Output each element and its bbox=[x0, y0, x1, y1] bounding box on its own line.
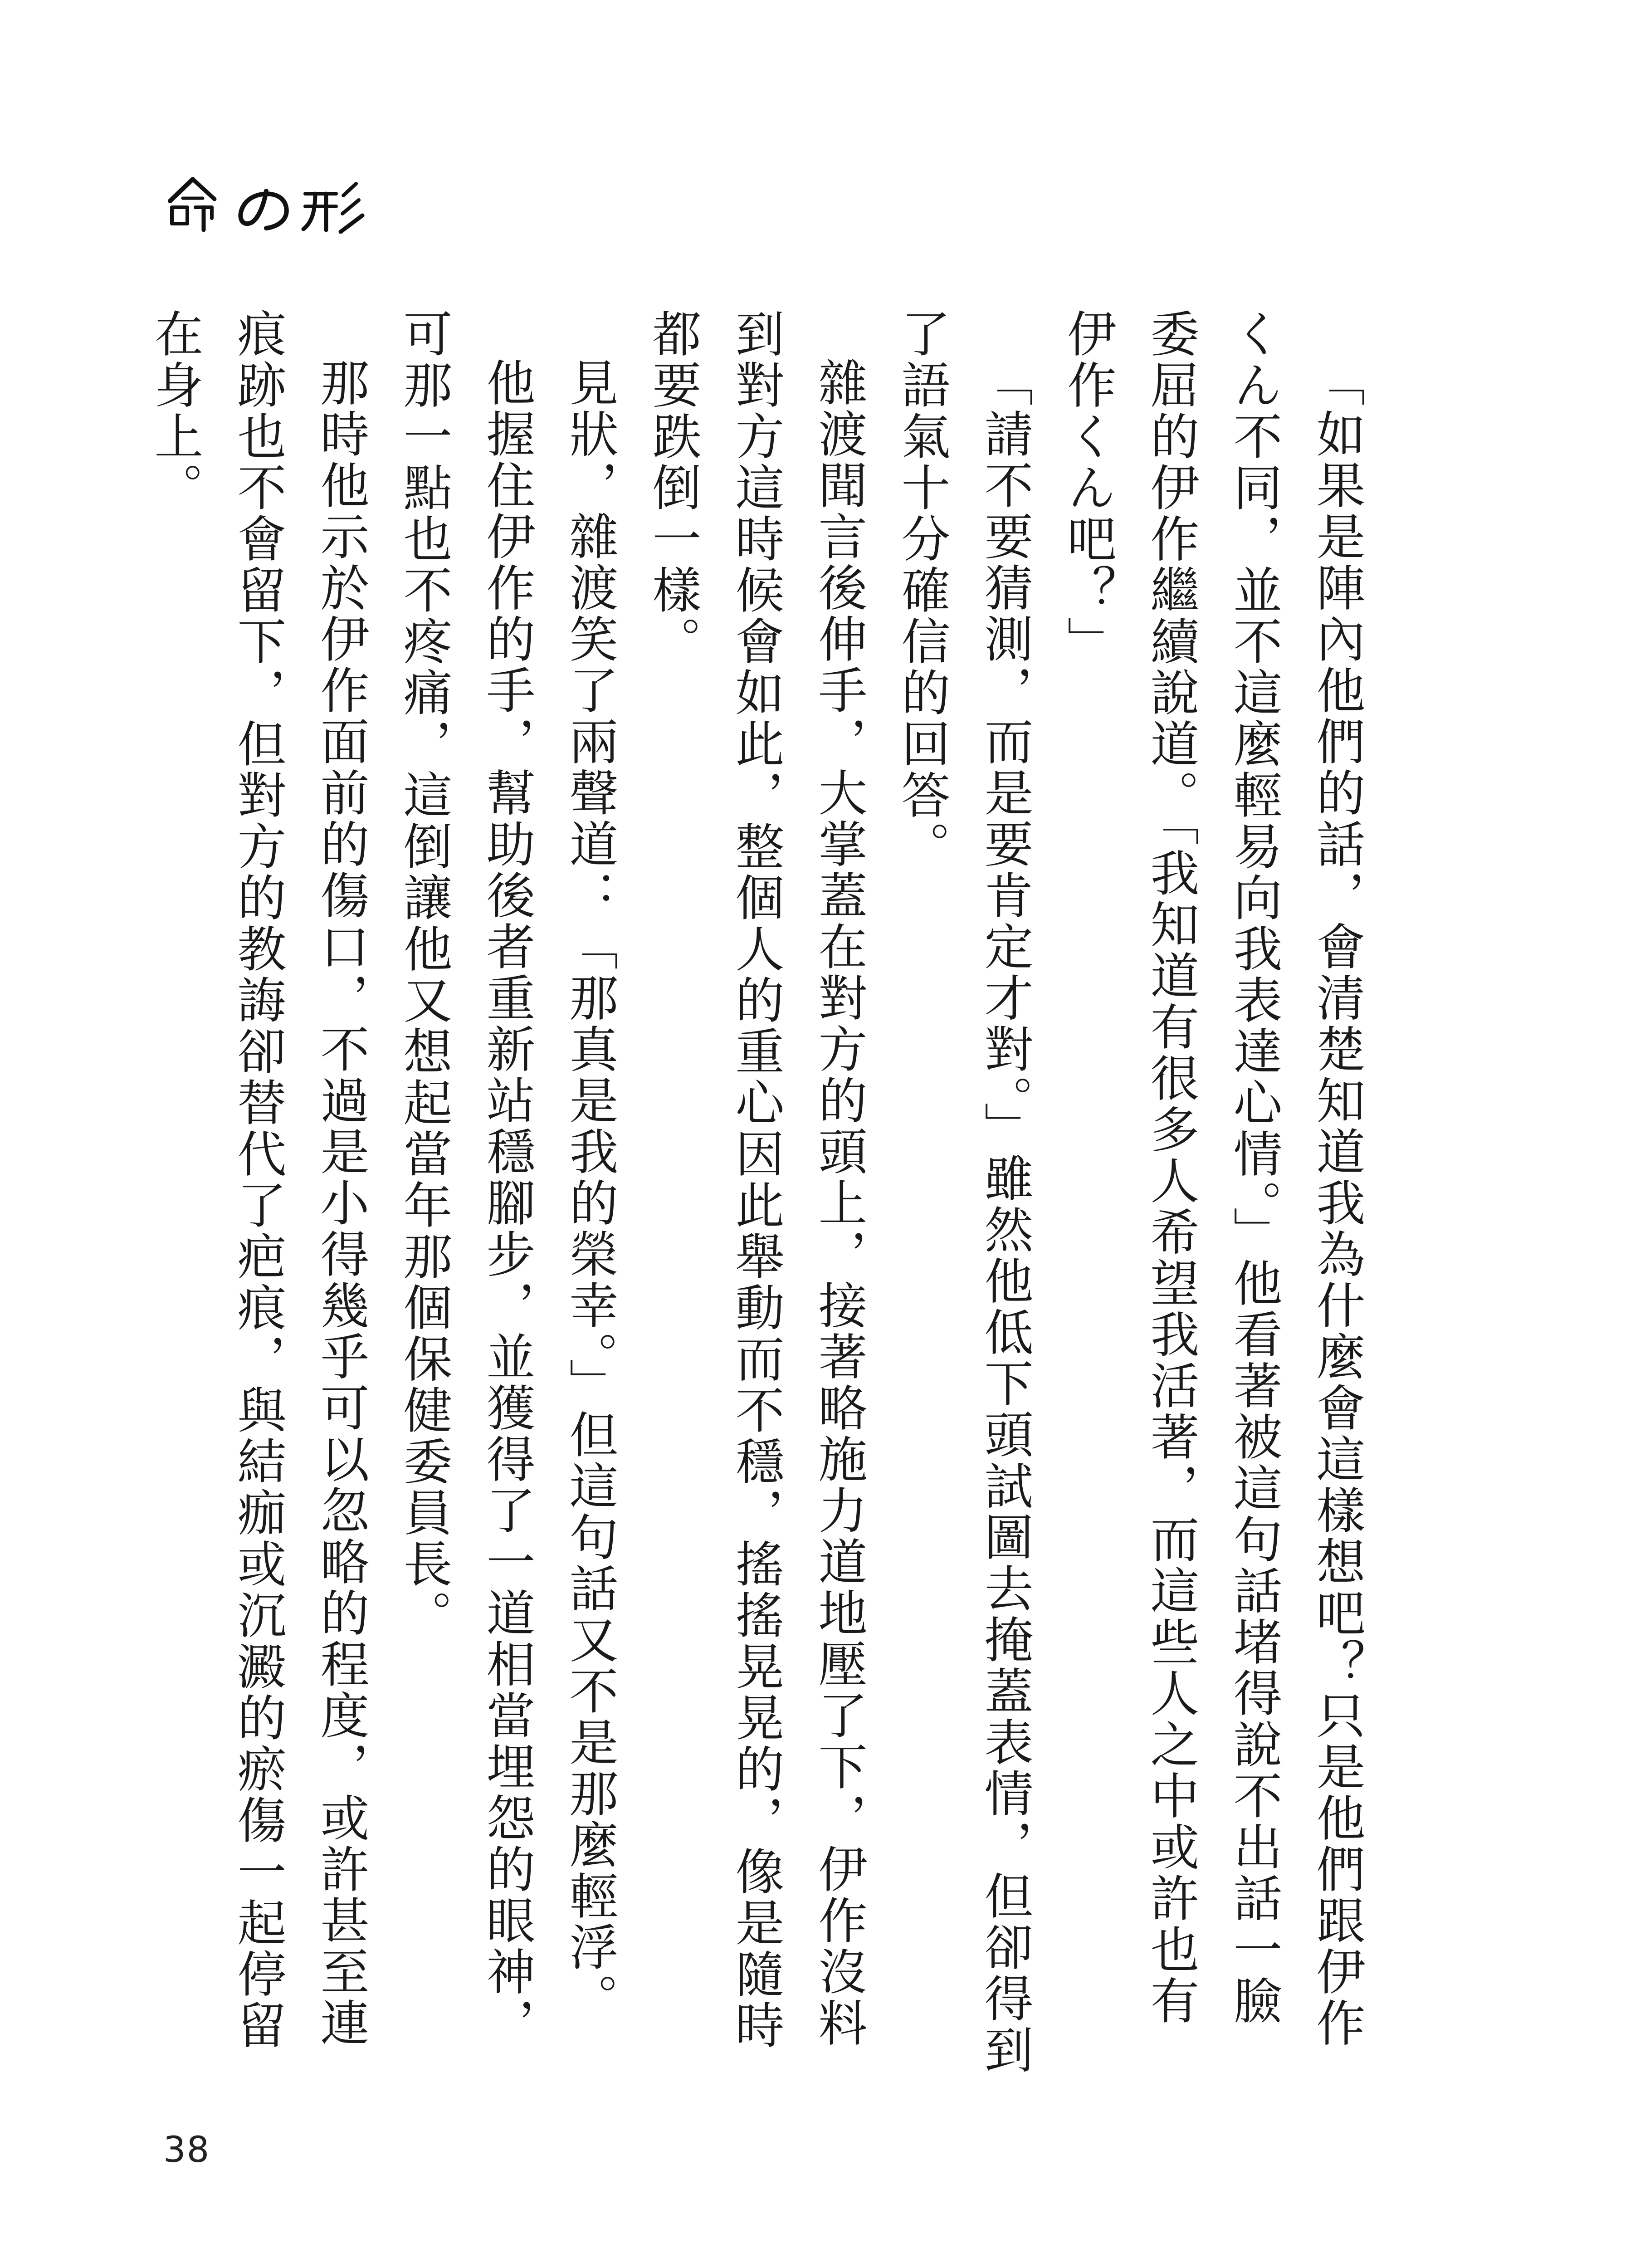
paragraph: 雜渡聞言後伸手，大掌蓋在對方的頭上，接著略施力道地壓了下，伊作沒料到對方這時候會如此，整個人的重心因此舉動而不穩，搖搖晃晃的，像是隨時都要跌倒一樣。 bbox=[644, 308, 867, 2051]
paragraph: 「如果是陣內他們的話，會清楚知道我為什麼會這樣想吧？只是他們跟伊作くん不同，並不這麼輕易向我表達心情。」他看著被這句話堵得說不出話一臉委屈的伊作繼續說道。「我知道有很多人希望我活著，而這些人之中或許也有伊作くん吧？」 bbox=[1059, 308, 1365, 2049]
paragraph: 他握住伊作的手，幫助後者重新站穩腳步，並獲得了一道相當埋怨的眼神，可那一點也不疼痛，這倒讓他又想起當年那個保健委員長。 bbox=[395, 308, 535, 2049]
title-calligraphy bbox=[161, 170, 370, 234]
page-header bbox=[161, 170, 370, 234]
paragraph: 那時他示於伊作面前的傷口，不過是小得幾乎可以忽略的程度，或許甚至連痕跡也不會留下，但對方的教誨卻替代了疤痕，與結痂或沉澱的瘀傷一起停留在身上。 bbox=[146, 308, 369, 2051]
page-number: 38 bbox=[163, 2130, 210, 2170]
paragraph: 「請不要猜測，而是要肯定才對。」雖然他低下頭試圖去掩蓋表情，但卻得到了語氣十分確信的回答。 bbox=[893, 308, 1033, 2076]
paragraph: 見狀，雜渡笑了兩聲道：「那真是我的榮幸。」但這句話又不是那麼輕浮。 bbox=[561, 357, 618, 2024]
body-text bbox=[133, 308, 1378, 2077]
